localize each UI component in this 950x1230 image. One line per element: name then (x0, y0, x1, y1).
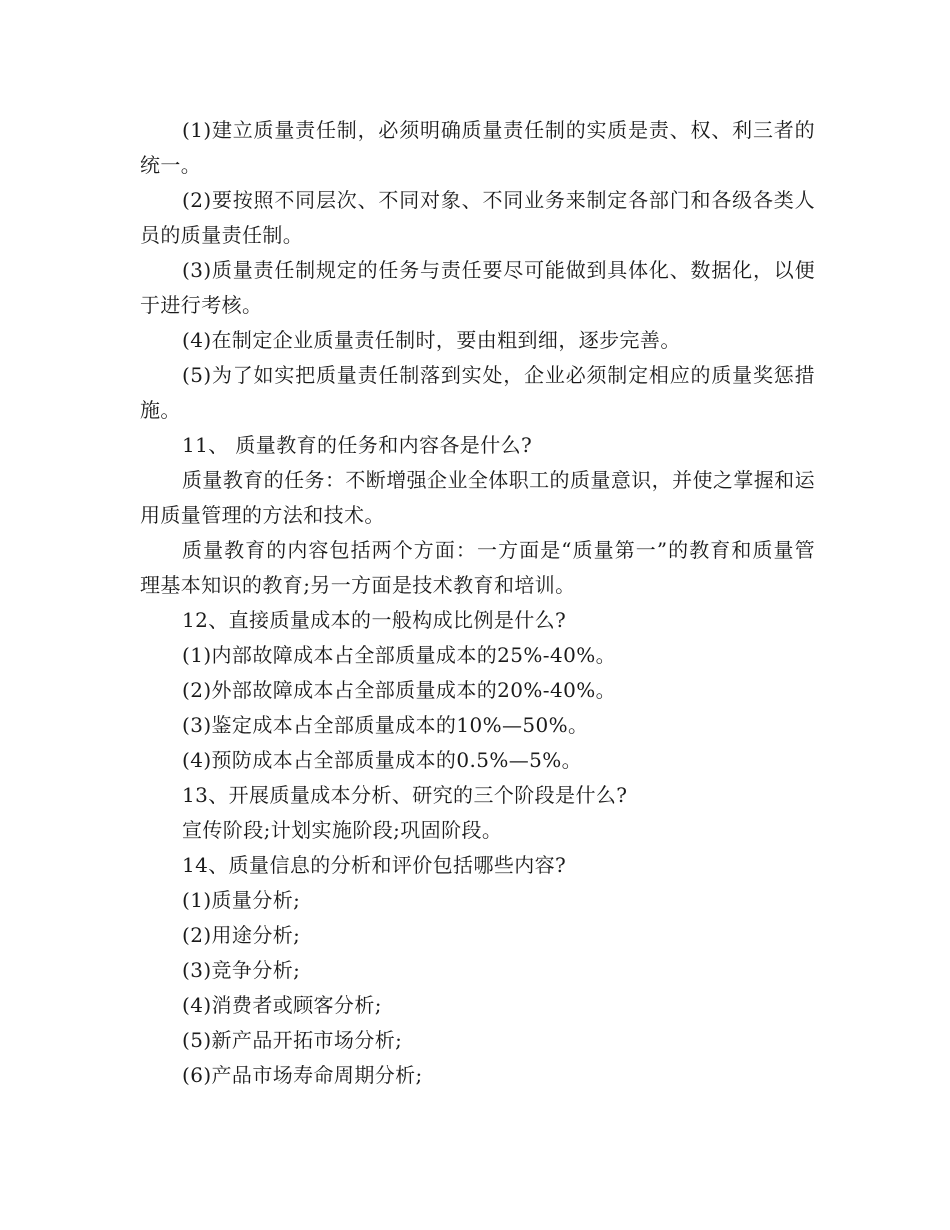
list-item: (4)预防成本占全部质量成本的0.5%—5%。 (182, 748, 583, 772)
question-heading: 12、直接质量成本的一般构成比例是什么? (182, 608, 567, 632)
paragraph: (4)在制定企业质量责任制时，要由粗到细，逐步完善。 (182, 328, 681, 352)
paragraph: 质量教育的任务：不断增强企业全体职工的质量意识，并使之掌握和运用质量管理的方法和技术。 (140, 468, 815, 527)
question-heading: 13、开展质量成本分析、研究的三个阶段是什么? (182, 783, 628, 807)
question-heading: 11、 质量教育的任务和内容各是什么? (182, 433, 533, 457)
paragraph: 宣传阶段;计划实施阶段;巩固阶段。 (182, 818, 503, 842)
paragraph: 质量教育的内容包括两个方面：一方面是“质量第一”的教育和质量管理基本知识的教育;另一方面是技术教育和培训。 (140, 538, 815, 597)
paragraph: (5)为了如实把质量责任制落到实处，企业必须制定相应的质量奖惩措施。 (140, 363, 815, 422)
list-item: (6)产品市场寿命周期分析; (182, 1063, 423, 1087)
list-item: (1)内部故障成本占全部质量成本的25%-40%。 (182, 643, 616, 667)
list-item: (3)竞争分析; (182, 958, 301, 982)
list-item: (5)新产品开拓市场分析; (182, 1028, 403, 1052)
list-item: (3)鉴定成本占全部质量成本的10%—50%。 (182, 713, 589, 737)
list-item: (1)质量分析; (182, 888, 301, 912)
paragraph: (2)要按照不同层次、不同对象、不同业务来制定各部门和各级各类人员的质量责任制。 (140, 188, 815, 247)
question-heading: 14、质量信息的分析和评价包括哪些内容? (182, 853, 567, 877)
list-item: (2)外部故障成本占全部质量成本的20%-40%。 (182, 678, 616, 702)
document-body (140, 113, 815, 1093)
paragraph: (1)建立质量责任制，必须明确质量责任制的实质是责、权、利三者的统一。 (140, 118, 815, 177)
list-item: (2)用途分析; (182, 923, 301, 947)
list-item: (4)消费者或顾客分析; (182, 993, 382, 1017)
paragraph: (3)质量责任制规定的任务与责任要尽可能做到具体化、数据化，以便于进行考核。 (140, 258, 815, 317)
